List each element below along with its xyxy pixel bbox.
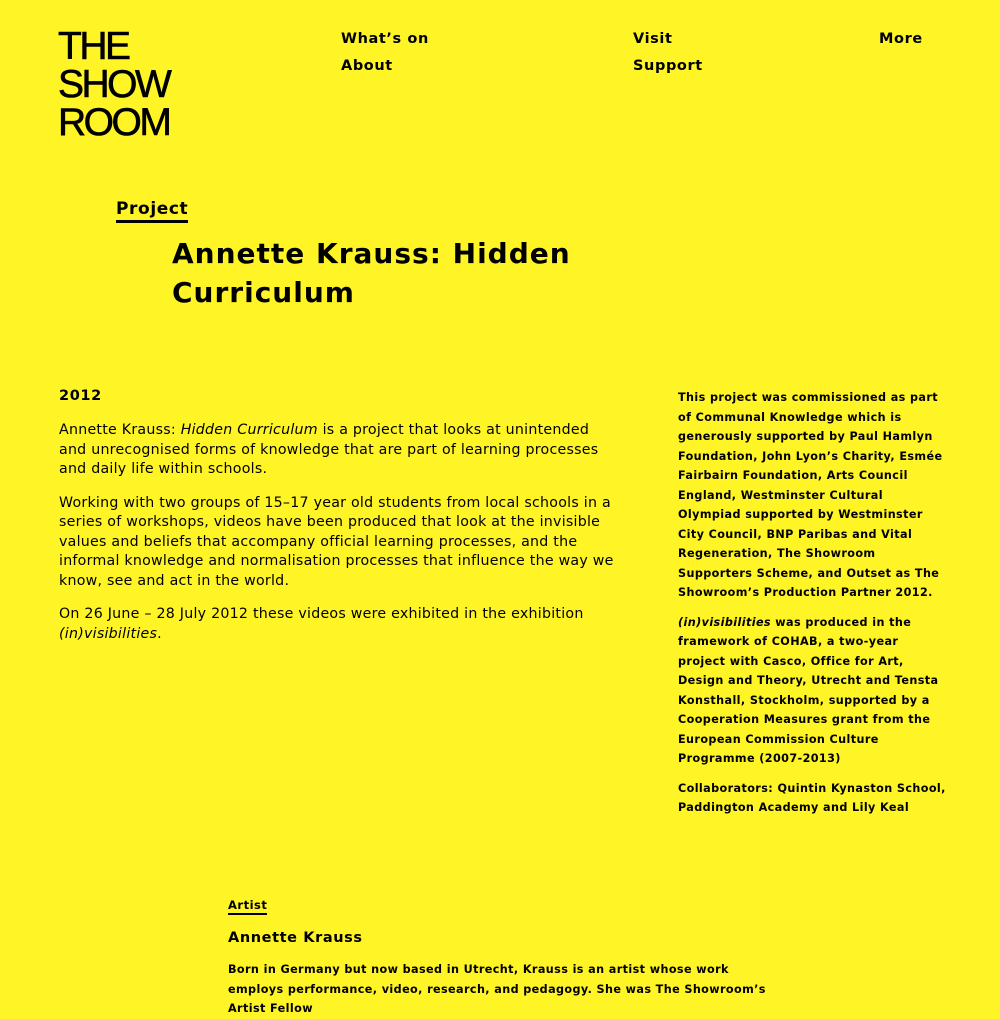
showroom-logo[interactable]	[58, 25, 170, 144]
collaborators-credit: Collaborators: Quintin Kynaston School, Paddington Academy and Lily Keal	[678, 781, 946, 814]
page-title: Annette Krauss: Hidden Curriculum	[172, 237, 571, 309]
intro-paragraph: Annette Krauss: Hidden Curriculum is a project that looks at unintended and unrecognised forms of knowledge that are part of learning processes and daily life within schools.	[59, 422, 599, 477]
workshop-paragraph: Working with two groups of 15–17 year old students from local schools in a series of workshops, videos have been produced that look at the invisible values and beliefs that accompany official learning processes, and the informal knowledge and normalisation processes that influence the way we know, see and act in the world.	[59, 494, 614, 589]
commission-credit: This project was commissioned as part of Communal Knowledge which is generously supported by Paul Hamlyn Foundation, John Lyon’s Charity, Esmée Fairbairn Foundation, Arts Council England, Westminster Cultural Olympiad supported by Westminster City Council, BNP Paribas and Vital Regeneration, The Showroom Supporters Scheme, and Outset as The Showroom’s Production Partner 2012.	[678, 391, 943, 599]
credits-sidebar	[678, 388, 948, 828]
nav-more[interactable]: More	[879, 31, 923, 47]
nav-about[interactable]: About	[341, 58, 393, 74]
exhibition-link[interactable]: (in)visibilities	[59, 625, 158, 642]
project-year: 2012	[59, 388, 102, 404]
artist-section-label[interactable]: Artist	[228, 898, 267, 915]
nav-support[interactable]: Support	[633, 58, 703, 74]
logo-line-1: THE	[58, 25, 129, 68]
artist-name: Annette Krauss	[228, 930, 363, 946]
nav-whats-on[interactable]: What’s on	[341, 31, 429, 47]
intro-title-italic: Hidden Curriculum	[180, 422, 318, 438]
invisibilities-credit: (in)visibilities was produced in the framework of COHAB, a two-year project with Casco, Office for Art, Design and Theory, Utrecht and Tensta Konsthall, Stockholm, supported by a Cooperation Measures grant from the European Commission Culture Programme (2007-2013)	[678, 615, 939, 765]
nav-visit[interactable]: Visit	[633, 31, 673, 47]
project-description	[59, 421, 619, 658]
exhibition-paragraph: On 26 June – 28 July 2012 these videos were exhibited in the exhibition (in)visibilities.	[59, 606, 584, 642]
artist-bio: Born in Germany but now based in Utrecht, Krauss is an artist whose work employs performance, video, research, and pedagogy. She was The Showroom’s Artist Fellow	[228, 963, 766, 1015]
logo-line-3: ROOM	[58, 101, 170, 144]
project-section-label[interactable]: Project	[116, 199, 188, 223]
logo-line-2: SHOW	[58, 63, 170, 106]
